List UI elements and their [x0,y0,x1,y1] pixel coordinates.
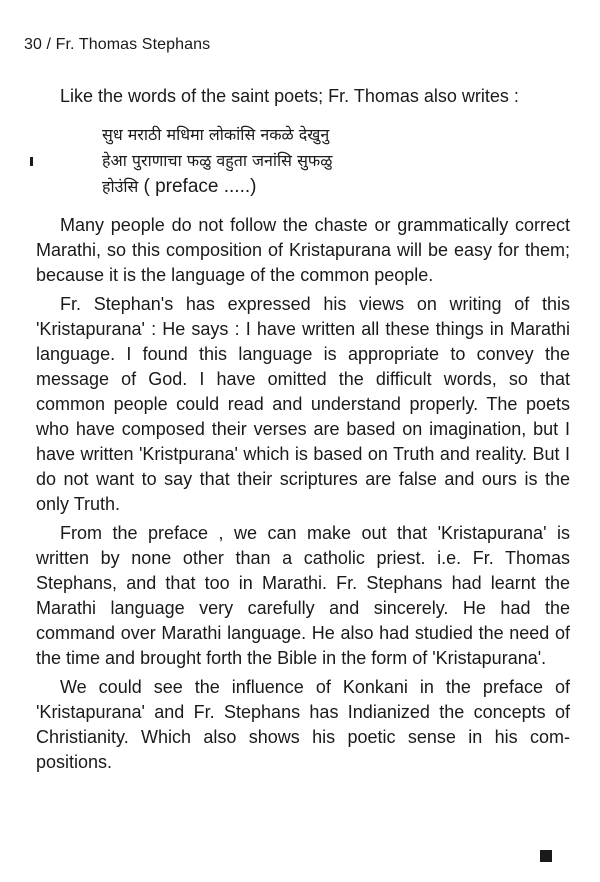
verse-line-2: हेआ पुराणाचा फळु वहुता जनांसि सुफळु [102,151,333,170]
paragraph-3: From the preface , we can make out that 'Kristapurana' is written by none other than a catholic priest. i.e. Fr. Thomas Stephans, and that too in Marathi. Fr. Stephans had learnt the Marathi language very carefully and sincerely. He had the command over Marathi language. He also had studied the need of the time and brought forth the Bible in the form of 'Kristapurana'. [36,523,570,668]
body-text [36,84,570,779]
paragraph-2: Fr. Stephan's has expressed his views on writing of this 'Kristapurana' : He says : I have written all these things in Marathi language. I found this language is appropriate to convey the message of God. I have omitted the difficult words, so that common people could read and understand properly. The poets who have composed their verses are based on imagination, but I have written 'Kristpurana' which is based on Truth and reality. But I do not want to say that their scriptures are false and ours is the only Truth. [36,294,570,514]
paragraph-1: Many people do not follow the chaste or grammatically correct Marathi, so this composition of Kristapurana will be easy for them; because it is the language of the common people. [36,215,570,285]
running-head: 30 / Fr. Thomas Stephans [24,36,211,53]
paragraph-4: We could see the influence of Konkani in the preface of 'Kristapurana' and Fr. Stephans has Indianized the concepts of Christianity. Which also shows his poetic sense in his compositions. [36,677,570,772]
preface-note: ( preface .....) [143,176,257,197]
end-of-chapter-mark [540,850,552,862]
verse-line-3 [102,174,570,200]
verse-line-3-text: होउंसि [102,177,139,196]
marathi-verse [102,122,570,200]
intro-line: Like the words of the saint poets; Fr. Thomas also writes : [60,86,519,106]
margin-mark [30,157,33,166]
verse-line-1: सुध मराठी मधिमा लोकांसि नकळे देखुनु [102,125,330,144]
